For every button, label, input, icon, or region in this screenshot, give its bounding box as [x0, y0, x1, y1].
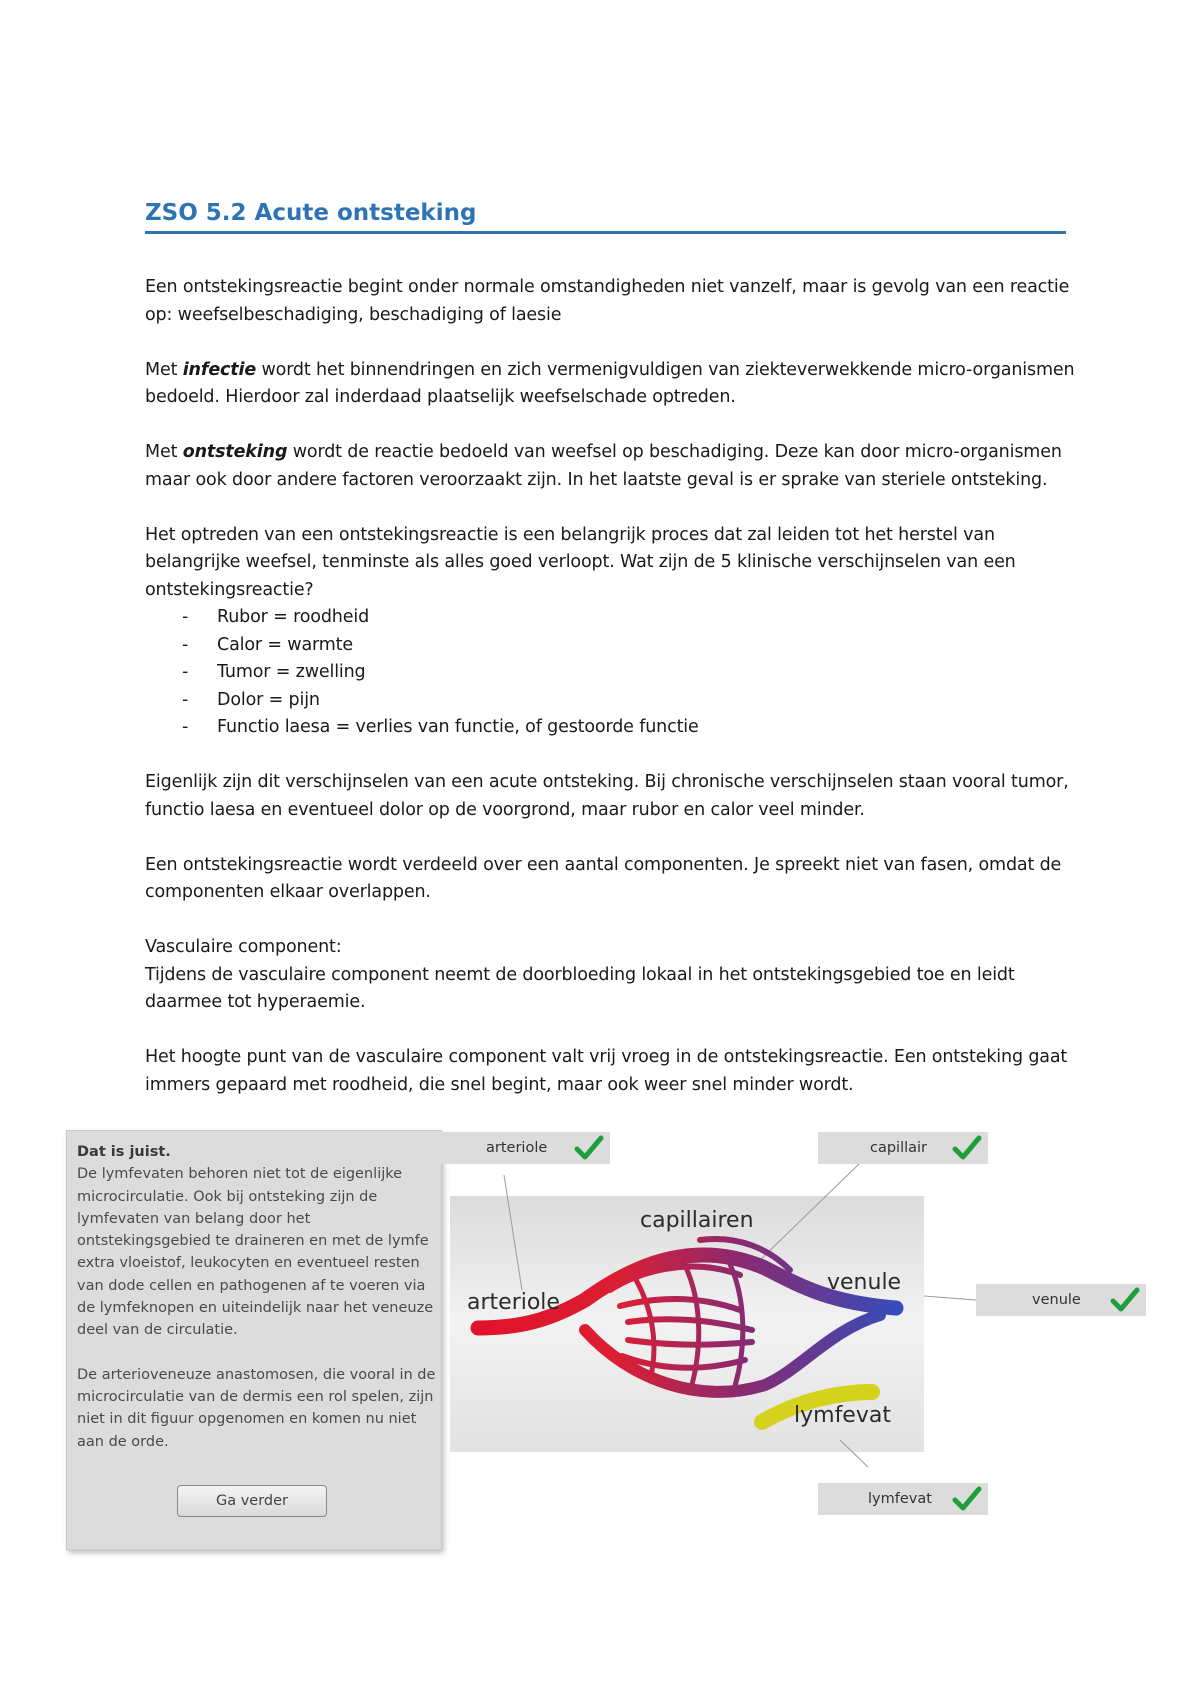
- paragraph-vascular: Vasculaire component: Tijdens de vasculaire component neemt de doorbloeding lokaal in het ontstekingsgebied toe en leidt daarmee tot hyperaemie.: [145, 937, 1015, 1012]
- list-item: - Dolor = pijn: [182, 689, 320, 710]
- answer-label-lymph[interactable]: lymfevat: [818, 1483, 988, 1515]
- page-title: ZSO 5.2 Acute ontsteking: [145, 200, 1066, 234]
- paragraph-intro: Een ontstekingsreactie begint onder normale omstandigheden niet vanzelf, maar is gevolg van een reactie op: weefselbeschadiging, beschadiging of laesie: [145, 277, 1070, 325]
- section-heading-vascular: Vasculaire component:: [145, 937, 342, 957]
- continue-button[interactable]: Ga verder: [177, 1485, 327, 1517]
- figure-label-venule: venule: [827, 1270, 902, 1295]
- feedback-note: De arterioveneuze anastomosen, die vooral in de microcirculatie van de dermis een rol spelen, zijn niet in dit figuur opgenomen en komen nu niet aan de orde.: [77, 1366, 436, 1450]
- paragraph-clinical-signs: Het optreden van een ontstekingsreactie is een belangrijk proces dat zal leiden tot het herstel van belangrijke weefsel, tenminste als alles goed verloopt. Wat zijn de 5 klinische verschijnselen van een ontstekingsreactie?: [145, 524, 1016, 600]
- paragraph-infection: Met infectie wordt het binnendringen en zich vermenigvuldigen van ziekteverwekkende micro-organismen bedoeld. Hierdoor zal inderdaad plaatselijk weefselschade optreden.: [145, 359, 1075, 407]
- figure-label-lymph: lymfevat: [794, 1403, 891, 1428]
- figure-label-capillaries: capillairen: [640, 1208, 754, 1233]
- paragraph-vascular-peak: Het hoogte punt van de vasculaire component valt vrij vroeg in de ontstekingsreactie. Een ontsteking gaat immers gepaard met roodheid, die snel begint, maar ook weer snel minder wordt.: [145, 1047, 1068, 1095]
- answer-label-arteriole[interactable]: arteriole: [440, 1132, 610, 1164]
- check-icon: [1110, 1287, 1140, 1313]
- list-item: - Functio laesa = verlies van functie, of gestoorde functie: [182, 717, 699, 737]
- paragraph-components: Een ontstekingsreactie wordt verdeeld over een aantal componenten. Je spreekt niet van fasen, omdat de componenten elkaar overlappen.: [145, 854, 1062, 902]
- list-item: - Rubor = roodheid: [182, 607, 370, 627]
- answer-label-venule[interactable]: venule: [976, 1284, 1146, 1316]
- figure-label-arteriole: arteriole: [467, 1290, 560, 1315]
- check-icon: [952, 1135, 982, 1161]
- feedback-text: De lymfevaten behoren niet tot de eigenlijke microcirculatie. Ook bij ontsteking zijn de lymfevaten van belang door het ontstekingsgebied te draineren en met de lymfe extra vloeistof, leukocyten en eventueel resten van dode cellen en pathogenen af te voeren via de lymfeknopen en uiteindelijk naar het veneuze deel van de circulatie.: [77, 1166, 434, 1339]
- check-icon: [574, 1135, 604, 1161]
- check-icon: [952, 1486, 982, 1512]
- paragraph-acute-chronic: Eigenlijk zijn dit verschijnselen van een acute ontsteking. Bij chronische verschijnselen staan vooral tumor, functio laesa en eventueel dolor op de voorgrond, maar rubor en calor veel minder.: [145, 772, 1069, 820]
- paragraph-inflammation: Met ontsteking wordt de reactie bedoeld van weefsel op beschadiging. Deze kan door micro-organismen maar ook door andere factoren veroorzaakt zijn. In het laatste geval is er sprake van steriele ontsteking.: [145, 442, 1062, 490]
- term-ontsteking: ontsteking: [182, 442, 288, 462]
- answer-label-capillary[interactable]: capillair: [818, 1132, 988, 1164]
- feedback-title: Dat is juist.: [77, 1144, 171, 1160]
- list-item: - Tumor = zwelling: [182, 662, 366, 682]
- list-item: - Calor = warmte: [182, 634, 353, 655]
- term-infectie: infectie: [182, 359, 257, 380]
